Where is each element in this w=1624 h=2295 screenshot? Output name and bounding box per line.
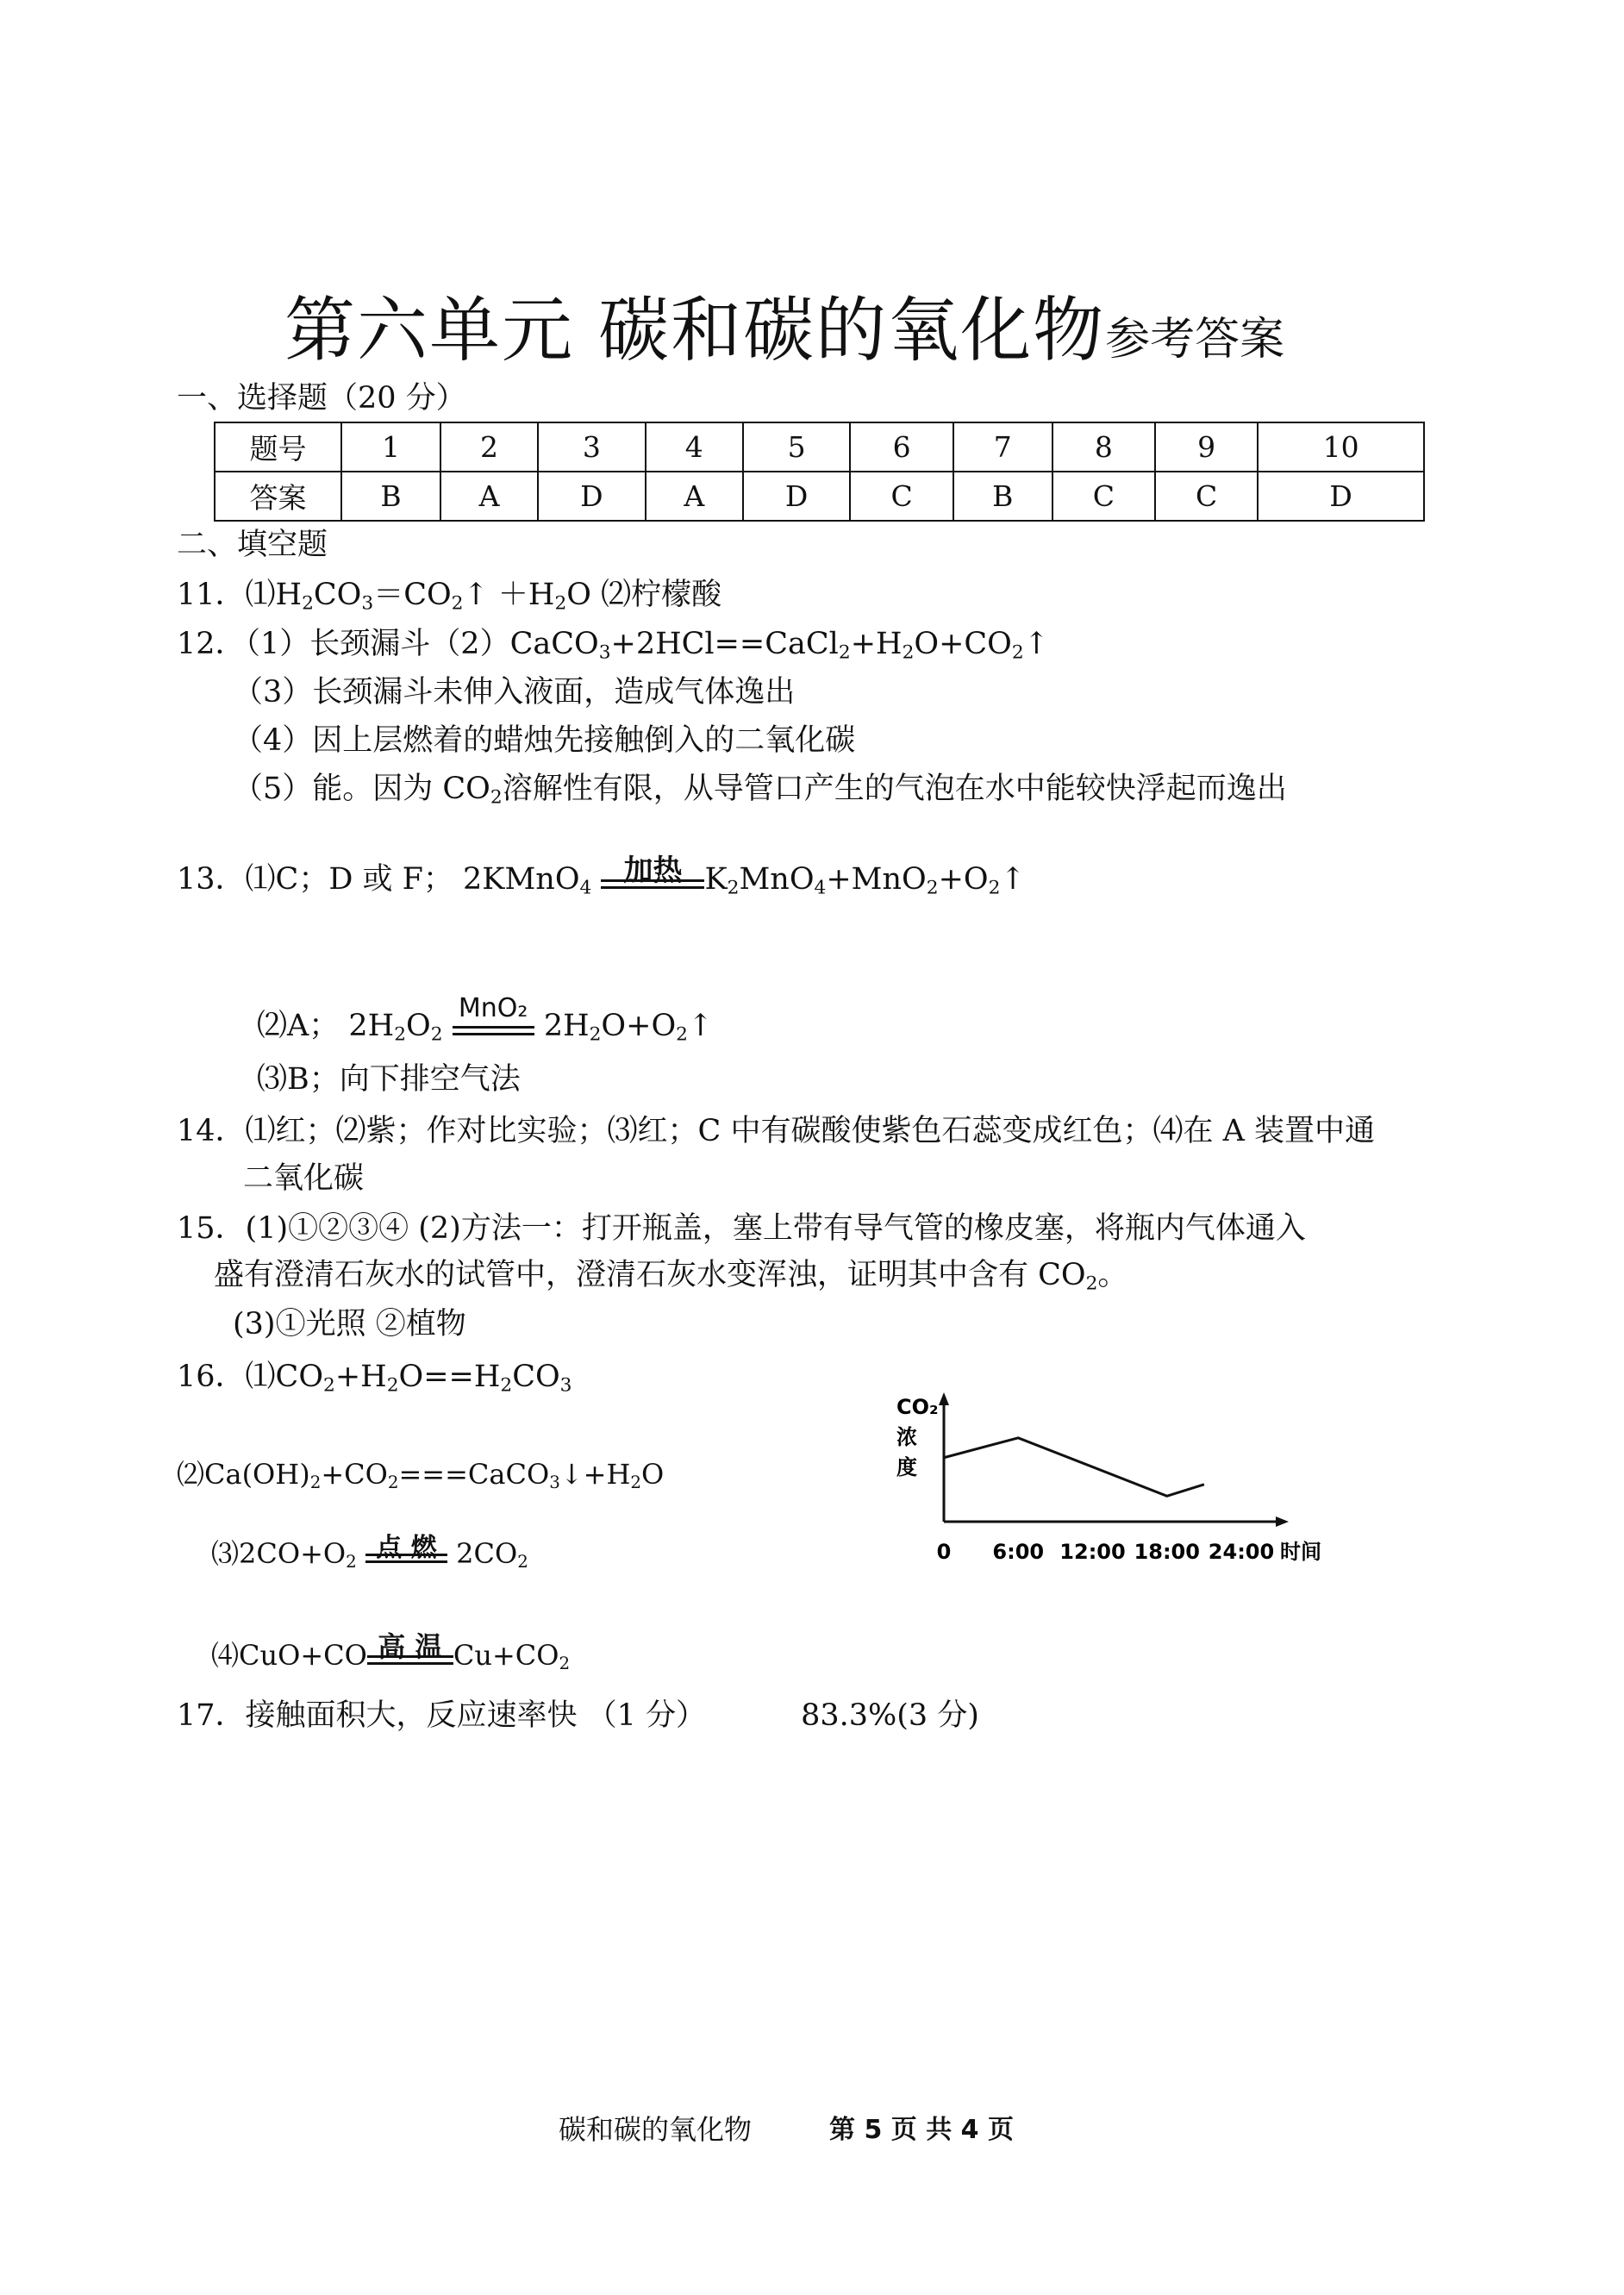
q11-text: ↑ ＋H xyxy=(463,578,555,612)
question-12-line-1 xyxy=(177,625,1049,663)
subscript: 2 xyxy=(838,641,851,664)
q16-text: 2CO xyxy=(456,1537,518,1570)
answer-table-row-numbers xyxy=(215,422,1424,472)
q13-text: 2H xyxy=(543,1009,590,1043)
x-tick-label: 0 xyxy=(936,1540,952,1564)
y-axis-label-line-2: 浓 xyxy=(896,1425,917,1449)
q16-text: CO xyxy=(512,1360,560,1394)
table-cell: 5 xyxy=(743,422,851,472)
reaction-condition-arrow xyxy=(601,854,704,889)
reaction-condition-arrow xyxy=(365,1533,447,1563)
subscript: 2 xyxy=(988,877,1001,899)
table-cell: 2 xyxy=(440,422,538,472)
subscript: 2 xyxy=(926,877,939,899)
answer-table-row-answers xyxy=(215,472,1424,521)
table-cell: C xyxy=(1052,472,1155,521)
subscript: 2 xyxy=(394,1023,407,1046)
table-cell: C xyxy=(1155,472,1258,521)
row-label-numbers: 题号 xyxy=(215,422,341,472)
question-15-line-1: 15．(1)①②③④ (2)方法一：打开瓶盖，塞上带有导气管的橡皮塞，将瓶内气体通入 xyxy=(177,1211,1306,1246)
x-tick-label: 12:00 xyxy=(1059,1540,1126,1564)
q16-text: +H xyxy=(334,1360,387,1394)
answer-table xyxy=(214,422,1425,522)
q12-text: O+CO xyxy=(914,627,1012,661)
table-cell: A xyxy=(440,472,538,521)
q16-text: O==H xyxy=(398,1360,501,1394)
q16-text: ⑷CuO+CO xyxy=(211,1639,367,1672)
subscript: 2 xyxy=(309,1472,322,1492)
series-line xyxy=(944,1438,1204,1497)
q11-text: ⑴H xyxy=(245,578,303,612)
subscript: 2 xyxy=(430,1023,443,1046)
subscript: 2 xyxy=(1011,641,1024,664)
table-cell: 9 xyxy=(1155,422,1258,472)
question-13-line-2 xyxy=(257,993,714,1046)
row-label-answers: 答案 xyxy=(215,472,341,521)
q13-text: MnO xyxy=(739,862,815,897)
subscript: 3 xyxy=(598,641,611,664)
table-cell: 1 xyxy=(341,422,440,472)
reaction-condition-arrow xyxy=(453,993,534,1035)
table-cell: 6 xyxy=(850,422,953,472)
q17-score: 83.3%(3 分) xyxy=(801,1698,979,1733)
question-16-line-3 xyxy=(211,1535,528,1573)
table-cell: 3 xyxy=(538,422,646,472)
q12-text: ↑ xyxy=(1023,627,1050,661)
question-14-line-2: 二氧化碳 xyxy=(243,1161,365,1196)
subscript: 2 xyxy=(490,786,503,809)
subscript: 2 xyxy=(451,592,464,615)
footer-page-number: 第 5 页 共 4 页 xyxy=(829,2115,1014,2145)
q13-text: ↑ xyxy=(1000,862,1026,897)
subscript: 2 xyxy=(554,592,567,615)
subscript: 2 xyxy=(346,1551,357,1572)
subscript: 4 xyxy=(814,877,827,899)
section2-heading: 二、填空题 xyxy=(177,528,328,562)
question-14-line-1: 14．⑴红；⑵紫；作对比实验；⑶红；C 中有碳酸使紫色石蕊变成红色；⑷在 A 装置中通 xyxy=(177,1114,1375,1148)
question-15-line-3: (3)①光照 ②植物 xyxy=(233,1307,466,1341)
q11-text: ＝CO xyxy=(373,578,452,612)
subscript: 2 xyxy=(727,877,740,899)
subscript: 2 xyxy=(386,1374,399,1397)
q15-text: 。 xyxy=(1097,1258,1128,1292)
q13-text: 13．⑴C；D 或 F； 2KMnO xyxy=(177,862,580,897)
table-cell: B xyxy=(341,472,440,521)
x-tick-label: 18:00 xyxy=(1134,1540,1200,1564)
reaction-condition-arrow xyxy=(367,1630,453,1665)
y-axis-arrowhead xyxy=(939,1392,949,1405)
q11-text: CO xyxy=(313,578,362,612)
page-title xyxy=(284,274,1284,375)
table-cell: 10 xyxy=(1258,422,1424,472)
subscript: 2 xyxy=(630,1472,641,1492)
subscript: 3 xyxy=(559,1374,572,1397)
question-13-line-1 xyxy=(177,854,1026,899)
q13-text: +O xyxy=(938,862,989,897)
q12-text: 溶解性有限，从导管口产生的气泡在水中能较快浮起而逸出 xyxy=(502,772,1287,806)
question-12-line-4 xyxy=(233,770,1287,808)
title-main: 第六单元 碳和碳的氧化物 xyxy=(284,290,1106,372)
q12-text: +2HCl==CaCl xyxy=(610,627,839,661)
table-cell: 4 xyxy=(646,422,743,472)
q17-text: 17．接触面积大，反应速率快 （1 分） xyxy=(177,1698,707,1733)
question-15-line-2 xyxy=(214,1256,1127,1294)
q13-text: O+O xyxy=(601,1009,677,1043)
question-11 xyxy=(177,576,721,614)
subscript: 2 xyxy=(589,1023,602,1046)
q11-text: O ⑵柠檬酸 xyxy=(566,578,722,612)
q12-text: 12．（1）长颈漏斗（2）CaCO xyxy=(177,627,599,661)
condition-label: 点 燃 xyxy=(376,1533,437,1563)
title-sub: 参考答案 xyxy=(1105,314,1285,366)
subscript: 3 xyxy=(361,592,374,615)
q13-text: ⑵A； 2H xyxy=(257,1009,395,1043)
subscript: 4 xyxy=(579,877,592,899)
footer-subject: 碳和碳的氧化物 xyxy=(559,2113,753,2146)
subscript: 2 xyxy=(500,1374,513,1397)
subscript: 2 xyxy=(1085,1273,1098,1295)
table-cell: B xyxy=(953,472,1052,521)
q13-text: K xyxy=(704,862,728,897)
condition-label: 高 温 xyxy=(378,1630,443,1663)
q16-text: ===CaCO xyxy=(398,1458,550,1491)
q13-text: O xyxy=(406,1009,431,1043)
subscript: 2 xyxy=(302,592,314,615)
section1-heading: 一、选择题（20 分） xyxy=(177,381,466,416)
q11-number: 11． xyxy=(177,578,246,612)
q16-text: Cu+CO xyxy=(453,1639,559,1672)
x-axis-arrowhead xyxy=(1276,1516,1289,1527)
q15-text: 盛有澄清石灰水的试管中，澄清石灰水变浑浊，证明其中含有 CO xyxy=(214,1258,1086,1292)
q16-text: ⑶2CO+O xyxy=(211,1537,347,1570)
question-17 xyxy=(177,1697,979,1735)
q12-text: （5）能。因为 CO xyxy=(233,772,490,806)
table-cell: C xyxy=(850,472,953,521)
table-cell: A xyxy=(646,472,743,521)
y-axis-label-line-3: 度 xyxy=(896,1455,917,1479)
x-axis-label: 时间 xyxy=(1280,1540,1321,1564)
x-tick-label: 6:00 xyxy=(992,1540,1045,1564)
q16-text: ⑵Ca(OH) xyxy=(177,1458,310,1491)
question-12-line-3: （4）因上层燃着的蜡烛先接触倒入的二氧化碳 xyxy=(233,723,856,758)
subscript: 2 xyxy=(387,1472,399,1492)
q16-text: +CO xyxy=(321,1458,388,1491)
question-16-line-4 xyxy=(211,1630,571,1674)
condition-label: 加热 xyxy=(623,854,683,888)
question-16-line-2 xyxy=(177,1455,664,1493)
subscript: 3 xyxy=(549,1472,560,1492)
subscript: 2 xyxy=(676,1023,688,1046)
co2-concentration-chart xyxy=(888,1388,1336,1578)
question-16-line-1 xyxy=(177,1358,572,1396)
subscript: 2 xyxy=(323,1374,335,1397)
question-12-line-2: （3）长颈漏斗未伸入液面，造成气体逸出 xyxy=(233,675,796,710)
y-axis-label-line-1: CO₂ xyxy=(896,1395,939,1419)
x-tick-label: 24:00 xyxy=(1208,1540,1275,1564)
table-cell: D xyxy=(1258,472,1424,521)
subscript: 2 xyxy=(559,1653,571,1673)
table-cell: D xyxy=(743,472,851,521)
question-13-line-3: ⑶B；向下排空气法 xyxy=(257,1062,521,1097)
q13-text: +MnO xyxy=(826,862,927,897)
condition-label: MnO₂ xyxy=(458,993,528,1023)
q16-text: O xyxy=(640,1458,665,1491)
table-cell: 8 xyxy=(1052,422,1155,472)
table-cell: 7 xyxy=(953,422,1052,472)
table-cell: D xyxy=(538,472,646,521)
x-tick-group xyxy=(937,1540,1275,1564)
subscript: 2 xyxy=(517,1551,528,1572)
q16-text: 16．⑴CO xyxy=(177,1360,324,1394)
subscript: 2 xyxy=(902,641,915,664)
q12-text: +H xyxy=(850,627,903,661)
q13-text: ↑ xyxy=(687,1009,714,1043)
q16-text: ↓+H xyxy=(559,1458,631,1491)
